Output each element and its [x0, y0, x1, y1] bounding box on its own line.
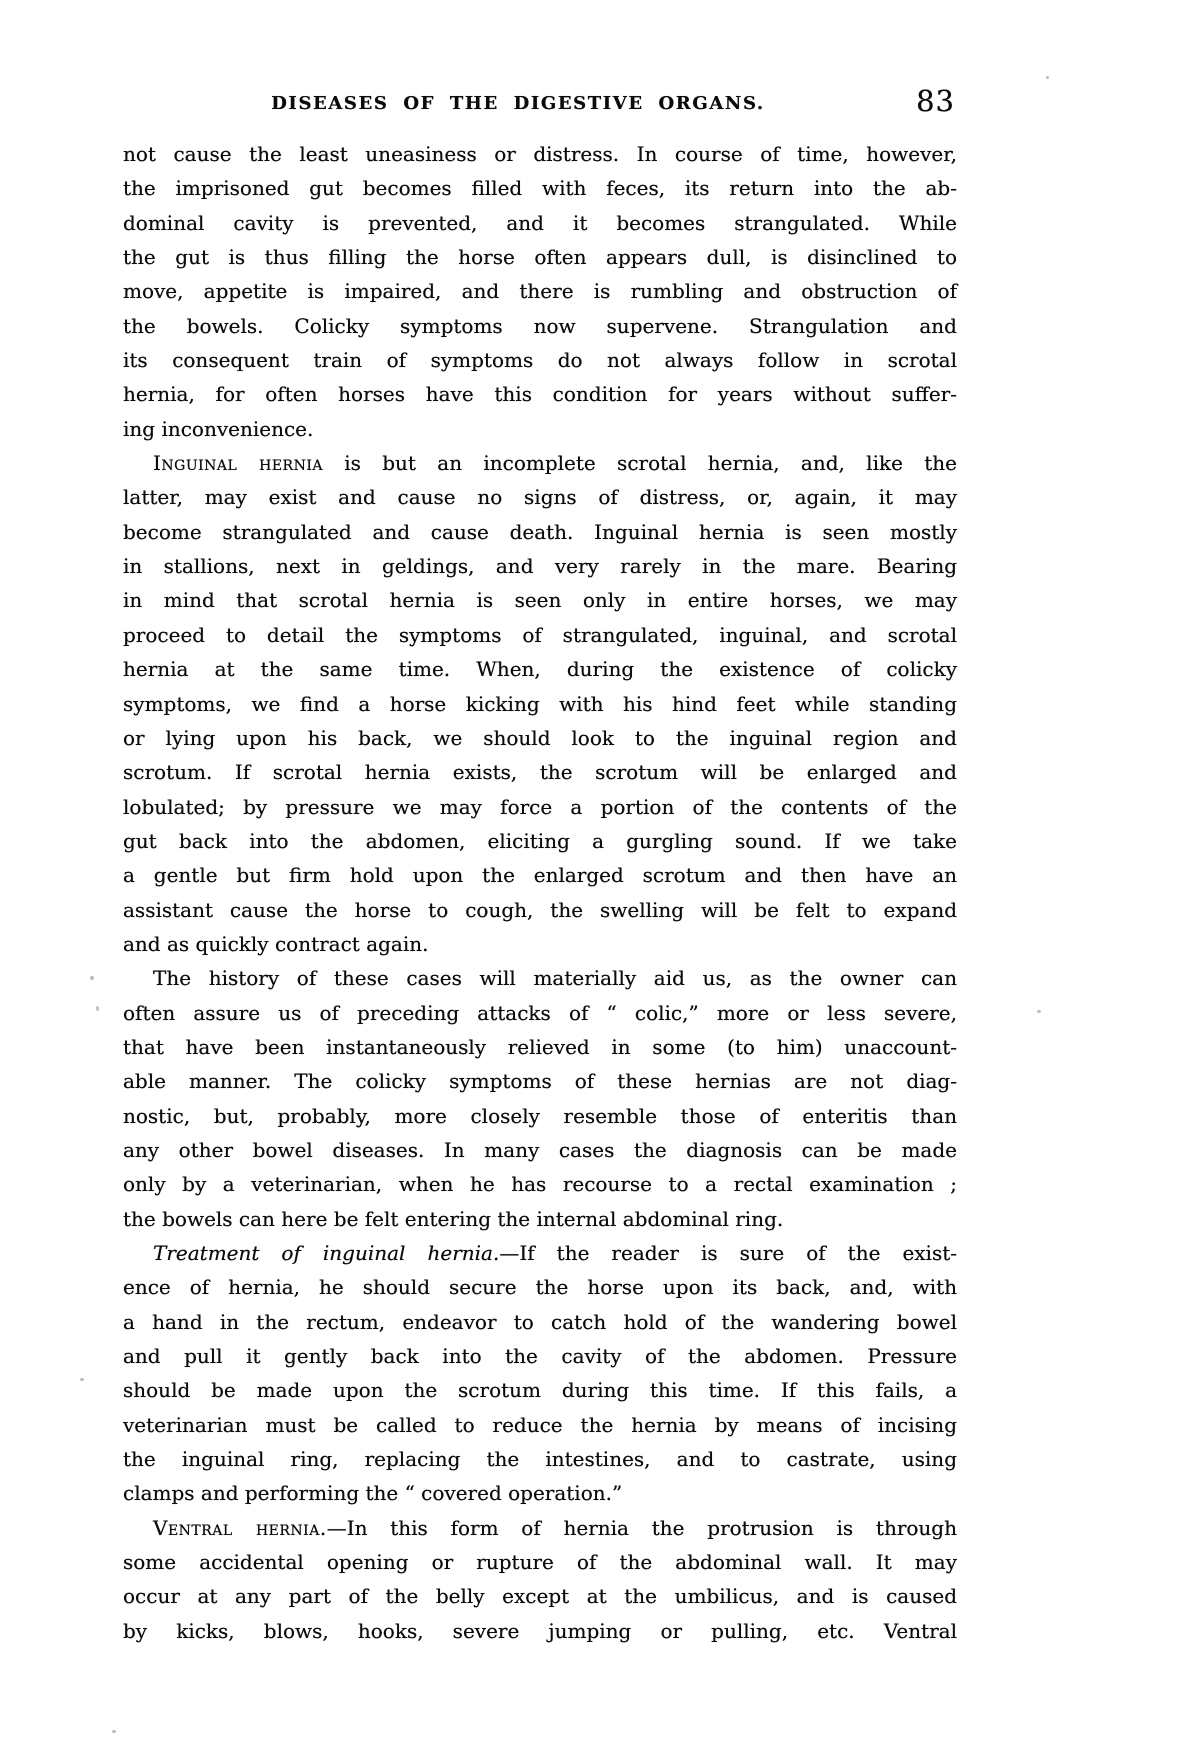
scan-speck	[1037, 1010, 1041, 1013]
paragraph-lead-smallcaps: Inguinal hernia	[153, 451, 323, 476]
scan-speck	[90, 976, 94, 980]
text-line: latter, may exist and cause no signs of distress, or, again, it may	[123, 485, 957, 510]
text-line: scrotum. If scrotal hernia exists, the scrotum will be enlarged and	[123, 760, 957, 785]
text-line: any other bowel diseases. In many cases the diagnosis can be made	[123, 1137, 957, 1162]
text-line: ence of hernia, he should secure the horse upon its back, and, with	[123, 1275, 957, 1300]
text-line: assistant cause the horse to cough, the swelling will be felt to expand	[123, 897, 957, 922]
paragraph-lead-italic: Treatment of inguinal hernia.	[153, 1241, 500, 1265]
text-line: or lying upon his back, we should look to the inguinal region and	[123, 725, 957, 750]
scan-speck	[112, 1730, 116, 1733]
page-number: 83	[916, 84, 955, 118]
text-line: the imprisoned gut becomes filled with feces, its return into the ab-	[123, 176, 957, 201]
text-line: proceed to detail the symptoms of strangulated, inguinal, and scrotal	[123, 622, 957, 647]
text-line	[123, 446, 957, 480]
text-line: The history of these cases will materially aid us, as the owner can	[153, 966, 957, 991]
body-text	[123, 137, 957, 1648]
scan-speck	[96, 1006, 99, 1011]
text-line: not cause the least uneasiness or distress. In course of time, however,	[123, 142, 957, 166]
running-header	[123, 84, 957, 127]
text-line: veterinarian must be called to reduce the hernia by means of incising	[123, 1412, 957, 1437]
page-title: DISEASES OF THE DIGESTIVE ORGANS.	[271, 93, 765, 114]
text-line: that have been instantaneously relieved in some (to him) unaccount-	[123, 1034, 957, 1059]
text-line: in stallions, next in geldings, and very rarely in the mare. Bearing	[123, 554, 957, 579]
text-line: hernia, for often horses have this condition for years without suffer-	[123, 382, 957, 407]
text-line: move, appetite is impaired, and there is rumbling and obstruction of	[123, 279, 957, 304]
text-line: occur at any part of the belly except at the umbilicus, and is caused	[123, 1584, 957, 1609]
text-line: hernia at the same time. When, during the existence of colicky	[123, 657, 957, 682]
text-line: become strangulated and cause death. Inguinal hernia is seen mostly	[123, 519, 957, 544]
text-line: by kicks, blows, hooks, severe jumping or pulling, etc. Ventral	[123, 1618, 957, 1643]
paragraph-lead-smallcaps: Ventral hernia.	[153, 1515, 327, 1540]
text-line: its consequent train of symptoms do not always follow in scrotal	[123, 348, 957, 373]
text-line: the gut is thus filling the horse often appears dull, is disinclined to	[123, 245, 957, 270]
text-line: the bowels can here be felt entering the internal abdominal ring.	[123, 1206, 784, 1231]
text-line: only by a veterinarian, when he has recourse to a rectal examination ;	[123, 1172, 957, 1197]
scan-speck	[80, 1378, 84, 1381]
text-line: should be made upon the scrotum during this time. If this fails, a	[123, 1378, 957, 1403]
text-line: gut back into the abdomen, eliciting a gurgling sound. If we take	[123, 828, 957, 853]
text-line: dominal cavity is prevented, and it becomes strangulated. While	[123, 210, 957, 235]
scan-speck	[1046, 76, 1049, 79]
text-line: often assure us of preceding attacks of “ colic,” more or less severe,	[123, 1000, 957, 1025]
text-line: in mind that scrotal hernia is seen only in entire horses, we may	[123, 588, 957, 613]
text-line: and pull it gently back into the cavity of the abdomen. Pressure	[123, 1344, 957, 1369]
text-line: a gentle but firm hold upon the enlarged scrotum and then have an	[123, 863, 957, 888]
text-line: the inguinal ring, replacing the intestines, and to castrate, using	[123, 1447, 957, 1472]
text-line	[123, 1511, 957, 1545]
paragraph-lead-rest: —In this form of hernia the protrusion is through	[326, 1515, 957, 1540]
text-line: lobulated; by pressure we may force a portion of the contents of the	[123, 794, 957, 819]
text-line: ing inconvenience.	[123, 416, 314, 441]
text-line: clamps and performing the “ covered operation.”	[123, 1481, 623, 1506]
paragraph-lead-rest: —If the reader is sure of the exist-	[499, 1241, 958, 1265]
text-line: and as quickly contract again.	[123, 931, 429, 956]
text-line: the bowels. Colicky symptoms now supervene. Strangulation and	[123, 313, 957, 338]
text-line: able manner. The colicky symptoms of these hernias are not diag-	[123, 1069, 957, 1094]
text-line: some accidental opening or rupture of the abdominal wall. It may	[123, 1550, 957, 1575]
text-line: nostic, but, probably, more closely resemble those of enteritis than	[123, 1103, 957, 1128]
paragraph-lead-rest: is but an incomplete scrotal hernia, and, like the	[322, 451, 957, 476]
text-line: symptoms, we find a horse kicking with his hind feet while standing	[123, 691, 957, 716]
text-line	[123, 1236, 957, 1270]
text-line: a hand in the rectum, endeavor to catch hold of the wandering bowel	[123, 1309, 957, 1334]
